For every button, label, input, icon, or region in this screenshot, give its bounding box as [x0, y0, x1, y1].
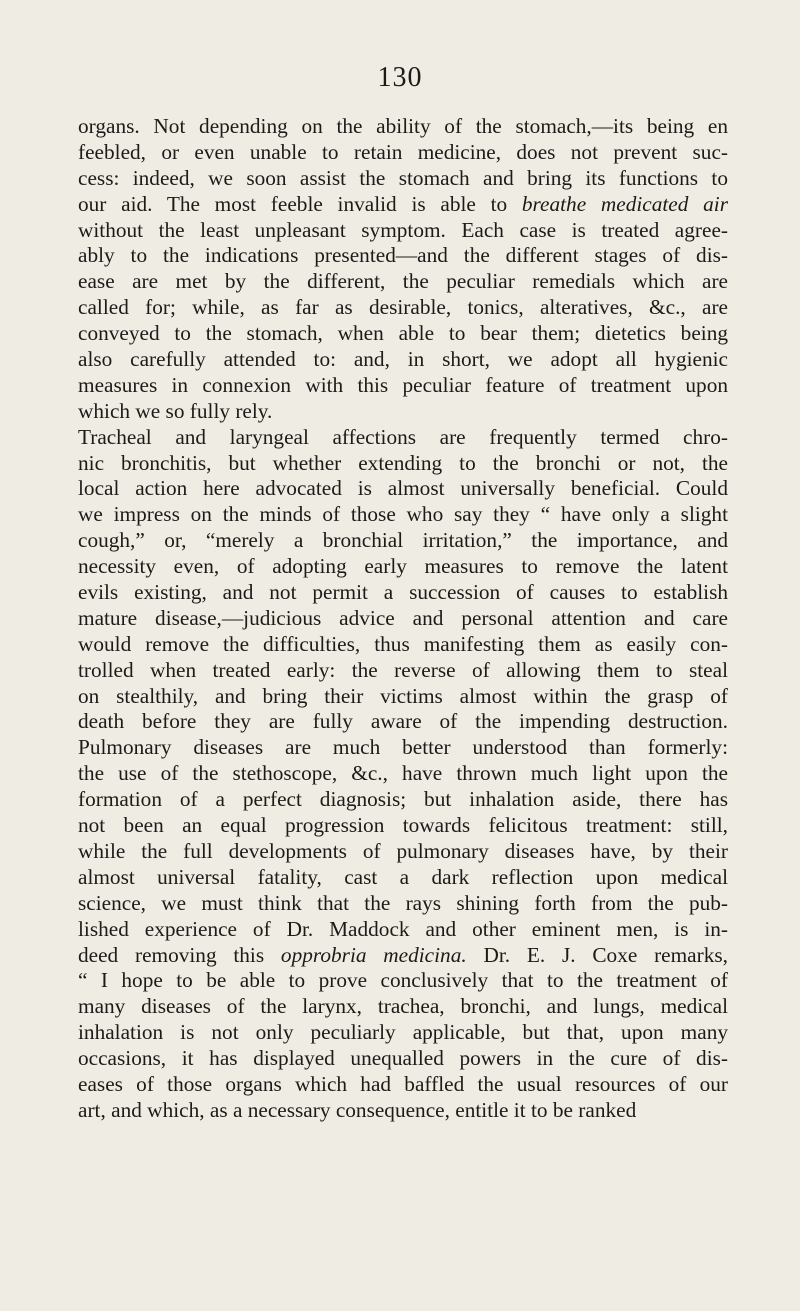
text-line: trolled when treated early: the reverse of allowing them to steal — [78, 657, 728, 682]
text-line: Tracheal and laryngeal affections are frequently termed chro- — [78, 424, 728, 449]
text-line: ease are met by the different, the peculiar remedials which are — [78, 269, 728, 294]
text-line: called for; while, as far as desirable, tonics, alteratives, &c., are — [78, 295, 728, 320]
text-line: cess: indeed, we soon assist the stomach and bring its functions to — [78, 165, 728, 190]
text-line: “ I hope to be able to prove conclusively that to the treatment of — [78, 968, 728, 993]
text-line: eases of those organs which had baffled the usual resources of our — [78, 1071, 728, 1096]
text-segment: deed removing this — [78, 942, 281, 967]
text-line: many diseases of the larynx, trachea, bronchi, and lungs, medical — [78, 994, 728, 1019]
text-line: mature disease,—judicious advice and personal attention and care — [78, 605, 728, 630]
text-line — [78, 943, 728, 969]
text-line — [78, 192, 728, 218]
text-line: Pulmonary diseases are much better understood than formerly: — [78, 735, 728, 760]
text-line: organs. Not depending on the ability of the stomach,—its being en — [78, 114, 728, 138]
text-line: the use of the stethoscope, &c., have thrown much light upon the — [78, 761, 728, 786]
text-line: evils existing, and not permit a succession of causes to establish — [78, 580, 728, 605]
text-line: also carefully attended to: and, in short, we adopt all hygienic — [78, 347, 728, 372]
text-line: almost universal fatality, cast a dark reflection upon medical — [78, 864, 728, 889]
text-line: necessity even, of adopting early measures to remove the latent — [78, 554, 728, 579]
body-text — [78, 114, 728, 1124]
page-number: 130 — [377, 62, 423, 93]
text-line: nic bronchitis, but whether extending to the bronchi or not, the — [78, 450, 728, 475]
text-line: would remove the difficulties, thus manifesting them as easily con- — [78, 631, 728, 656]
text-line: we impress on the minds of those who say they “ have only a slight — [78, 502, 728, 527]
text-line: feebled, or even unable to retain medicine, does not prevent suc- — [78, 139, 728, 164]
italic-phrase: breathe medicated air — [521, 191, 728, 216]
text-line: lished experience of Dr. Maddock and other eminent men, is in- — [78, 916, 728, 941]
text-line: on stealthily, and bring their victims almost within the grasp of — [78, 683, 728, 708]
text-segment: our aid. The most feeble invalid is able to — [78, 191, 522, 216]
text-line: local action here advocated is almost universally beneficial. Could — [78, 476, 728, 501]
text-line: without the least unpleasant symptom. Each case is treated agree- — [78, 217, 728, 242]
text-line: cough,” or, “merely a bronchial irritation,” the importance, and — [78, 528, 728, 553]
text-line: inhalation is not only peculiarly applicable, but that, upon many — [78, 1020, 728, 1045]
text-line: formation of a perfect diagnosis; but inhalation aside, there has — [78, 787, 728, 812]
text-line: measures in connexion with this peculiar feature of treatment upon — [78, 372, 728, 397]
text-line: occasions, it has displayed unequalled powers in the cure of dis- — [78, 1046, 728, 1071]
text-line: science, we must think that the rays shining forth from the pub- — [78, 890, 728, 915]
text-line: conveyed to the stomach, when able to bear them; dietetics being — [78, 321, 728, 346]
italic-phrase: opprobria medicina. — [280, 942, 467, 967]
text-segment: Dr. E. J. Coxe remarks, — [466, 942, 728, 967]
text-line: while the full developments of pulmonary diseases have, by their — [78, 838, 728, 863]
text-line: ably to the indications presented—and the different stages of dis- — [78, 243, 728, 268]
text-line: art, and which, as a necessary consequence, entitle it to be ranked — [78, 1097, 637, 1122]
text-line: which we so fully rely. — [78, 398, 273, 423]
text-line: death before they are fully aware of the impending destruction. — [78, 709, 728, 734]
text-line: not been an equal progression towards felicitous treatment: still, — [78, 813, 728, 838]
